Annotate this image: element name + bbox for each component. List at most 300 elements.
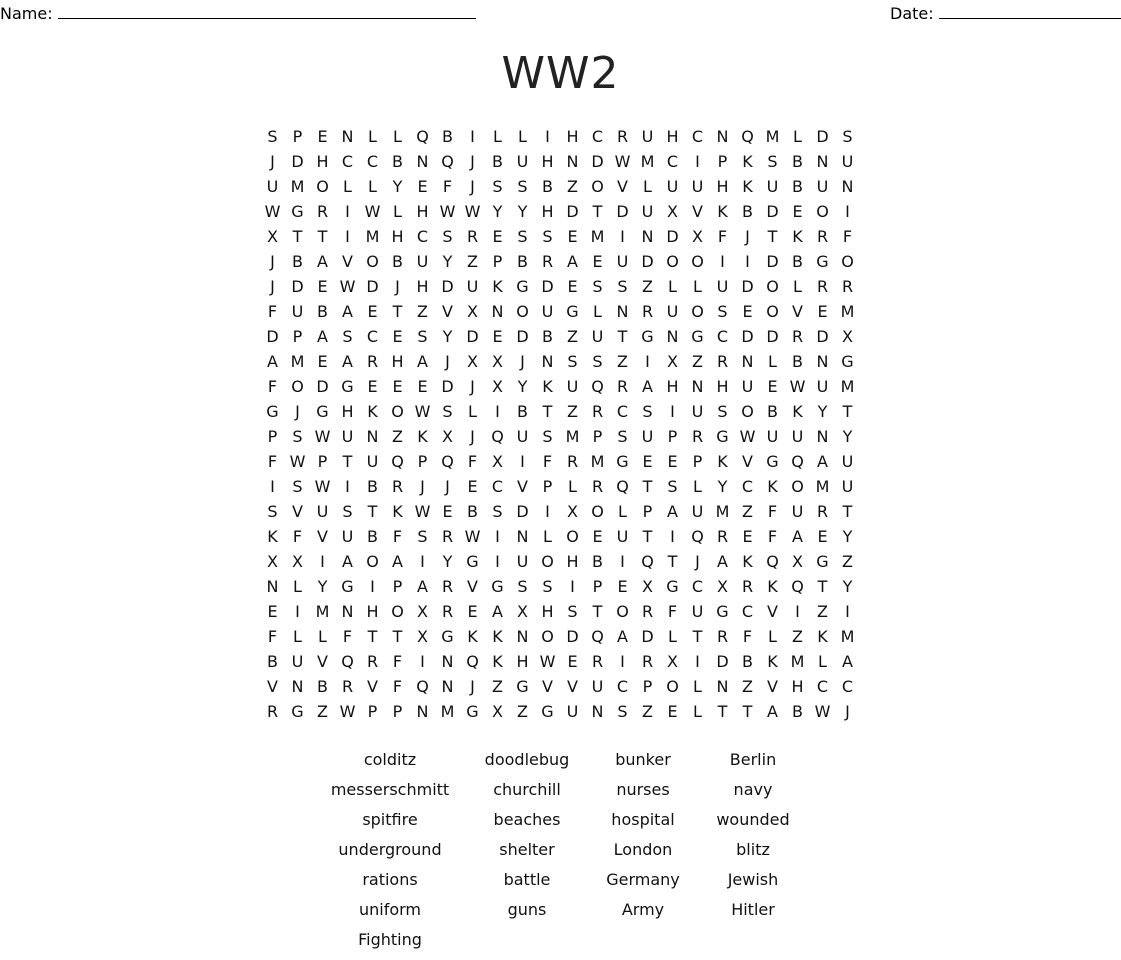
grid-letter[interactable]: V	[517, 477, 528, 496]
grid-letter[interactable]: B	[767, 402, 778, 421]
grid-letter[interactable]: U	[516, 427, 529, 446]
grid-letter[interactable]: T	[842, 402, 853, 421]
grid-letter[interactable]: E	[592, 252, 603, 271]
grid-letter[interactable]: K	[792, 227, 803, 246]
grid-letter[interactable]: A	[642, 377, 653, 396]
grid-letter[interactable]: N	[416, 152, 429, 171]
grid-letter[interactable]: A	[342, 352, 353, 371]
grid-letter[interactable]: Z	[517, 702, 528, 721]
grid-letter[interactable]: A	[667, 502, 678, 521]
grid-letter[interactable]: F	[267, 452, 278, 471]
grid-letter[interactable]: X	[517, 602, 528, 621]
grid-letter[interactable]: O	[691, 302, 704, 321]
grid-letter[interactable]: G	[291, 702, 304, 721]
grid-letter[interactable]: C	[841, 677, 854, 696]
grid-letter[interactable]: S	[767, 152, 778, 171]
grid-letter[interactable]: R	[616, 377, 629, 396]
grid-letter[interactable]: N	[616, 302, 629, 321]
grid-letter[interactable]: Z	[817, 602, 828, 621]
grid-letter[interactable]: V	[317, 527, 328, 546]
grid-letter[interactable]: X	[567, 502, 578, 521]
grid-letter[interactable]: M	[590, 227, 605, 246]
grid-letter[interactable]: L	[618, 502, 627, 521]
grid-letter[interactable]: E	[467, 602, 478, 621]
grid-letter[interactable]: D	[766, 202, 779, 221]
grid-letter[interactable]: Q	[466, 652, 479, 671]
grid-letter[interactable]: E	[642, 452, 653, 471]
grid-letter[interactable]: H	[516, 652, 529, 671]
grid-letter[interactable]: E	[317, 277, 328, 296]
grid-letter[interactable]: X	[667, 352, 678, 371]
grid-letter[interactable]: B	[792, 152, 803, 171]
grid-letter[interactable]: U	[616, 527, 629, 546]
grid-letter[interactable]: G	[841, 352, 854, 371]
grid-letter[interactable]: Y	[492, 202, 503, 221]
grid-letter[interactable]: M	[565, 427, 580, 446]
grid-letter[interactable]: A	[342, 302, 353, 321]
grid-letter[interactable]: S	[292, 477, 303, 496]
grid-letter[interactable]: Q	[416, 127, 429, 146]
grid-letter[interactable]: B	[317, 677, 328, 696]
grid-letter[interactable]: G	[716, 602, 729, 621]
grid-letter[interactable]: I	[345, 202, 350, 221]
grid-letter[interactable]: V	[467, 577, 478, 596]
grid-letter[interactable]: P	[592, 577, 603, 596]
grid-letter[interactable]: D	[541, 277, 554, 296]
grid-letter[interactable]: I	[795, 602, 800, 621]
grid-letter[interactable]: T	[317, 227, 328, 246]
grid-letter[interactable]: F	[767, 502, 778, 521]
grid-letter[interactable]: N	[541, 352, 554, 371]
grid-letter[interactable]: I	[645, 352, 650, 371]
grid-letter[interactable]: Q	[591, 377, 604, 396]
grid-letter[interactable]: D	[291, 277, 304, 296]
grid-letter[interactable]: M	[765, 127, 780, 146]
grid-letter[interactable]: W	[364, 202, 381, 221]
grid-letter[interactable]: R	[616, 127, 629, 146]
grid-letter[interactable]: T	[367, 502, 378, 521]
grid-letter[interactable]: Z	[642, 277, 653, 296]
grid-letter[interactable]: A	[567, 252, 578, 271]
grid-letter[interactable]: V	[342, 252, 353, 271]
grid-letter[interactable]: I	[620, 552, 625, 571]
grid-letter[interactable]: I	[695, 152, 700, 171]
grid-letter[interactable]: V	[367, 677, 378, 696]
grid-letter[interactable]: W	[314, 477, 331, 496]
grid-letter[interactable]: L	[693, 677, 702, 696]
grid-letter[interactable]: T	[692, 627, 703, 646]
grid-letter[interactable]: K	[542, 377, 553, 396]
grid-letter[interactable]: J	[695, 552, 700, 571]
grid-letter[interactable]: G	[266, 402, 279, 421]
grid-letter[interactable]: V	[267, 677, 278, 696]
grid-letter[interactable]: Q	[791, 577, 804, 596]
grid-letter[interactable]: F	[267, 302, 278, 321]
grid-letter[interactable]: N	[366, 427, 379, 446]
grid-letter[interactable]: A	[267, 352, 278, 371]
grid-letter[interactable]: X	[842, 327, 853, 346]
grid-letter[interactable]: U	[816, 177, 829, 196]
grid-letter[interactable]: T	[717, 702, 728, 721]
grid-letter[interactable]: R	[466, 227, 479, 246]
grid-letter[interactable]: X	[792, 552, 803, 571]
grid-letter[interactable]: J	[845, 702, 850, 721]
grid-letter[interactable]: K	[492, 277, 503, 296]
grid-letter[interactable]: K	[267, 527, 278, 546]
grid-letter[interactable]: M	[440, 702, 455, 721]
grid-letter[interactable]: Q	[691, 527, 704, 546]
grid-letter[interactable]: X	[467, 302, 478, 321]
grid-letter[interactable]: E	[367, 302, 378, 321]
grid-letter[interactable]: K	[367, 402, 378, 421]
grid-letter[interactable]: I	[495, 552, 500, 571]
grid-letter[interactable]: L	[368, 177, 377, 196]
grid-letter[interactable]: A	[417, 577, 428, 596]
grid-letter[interactable]: J	[470, 427, 475, 446]
grid-letter[interactable]: U	[766, 177, 779, 196]
grid-letter[interactable]: L	[768, 352, 777, 371]
grid-letter[interactable]: C	[491, 477, 504, 496]
grid-letter[interactable]: N	[591, 702, 604, 721]
grid-letter[interactable]: U	[691, 502, 704, 521]
grid-letter[interactable]: S	[292, 427, 303, 446]
grid-letter[interactable]: F	[392, 677, 403, 696]
grid-letter[interactable]: J	[295, 402, 300, 421]
grid-letter[interactable]: X	[417, 602, 428, 621]
grid-letter[interactable]: F	[267, 377, 278, 396]
grid-letter[interactable]: Y	[517, 202, 528, 221]
grid-letter[interactable]: H	[416, 277, 429, 296]
grid-letter[interactable]: Q	[641, 552, 654, 571]
grid-letter[interactable]: C	[341, 152, 354, 171]
grid-letter[interactable]: W	[414, 502, 431, 521]
grid-letter[interactable]: I	[845, 202, 850, 221]
grid-letter[interactable]: R	[591, 402, 604, 421]
grid-letter[interactable]: Q	[741, 127, 754, 146]
grid-letter[interactable]: O	[816, 202, 829, 221]
grid-letter[interactable]: D	[591, 152, 604, 171]
grid-letter[interactable]: R	[716, 627, 729, 646]
grid-letter[interactable]: T	[842, 502, 853, 521]
grid-letter[interactable]: N	[291, 677, 304, 696]
grid-letter[interactable]: C	[741, 602, 754, 621]
grid-letter[interactable]: K	[767, 652, 778, 671]
grid-letter[interactable]: B	[742, 202, 753, 221]
grid-letter[interactable]: S	[492, 177, 503, 196]
grid-letter[interactable]: N	[566, 152, 579, 171]
grid-letter[interactable]: M	[790, 652, 805, 671]
grid-letter[interactable]: S	[567, 602, 578, 621]
grid-letter[interactable]: N	[841, 177, 854, 196]
grid-letter[interactable]: P	[317, 452, 328, 471]
grid-letter[interactable]: Y	[317, 577, 328, 596]
grid-letter[interactable]: W	[614, 152, 631, 171]
grid-letter[interactable]: D	[816, 327, 829, 346]
grid-letter[interactable]: K	[492, 652, 503, 671]
grid-letter[interactable]: G	[766, 452, 779, 471]
grid-letter[interactable]: G	[666, 577, 679, 596]
grid-letter[interactable]: P	[292, 327, 303, 346]
grid-letter[interactable]: U	[816, 377, 829, 396]
grid-letter[interactable]: D	[641, 627, 654, 646]
grid-letter[interactable]: L	[318, 627, 327, 646]
grid-letter[interactable]: V	[317, 652, 328, 671]
grid-letter[interactable]: C	[816, 677, 829, 696]
grid-letter[interactable]: B	[517, 402, 528, 421]
grid-letter[interactable]: P	[367, 702, 378, 721]
grid-letter[interactable]: B	[517, 252, 528, 271]
grid-letter[interactable]: K	[742, 177, 753, 196]
grid-letter[interactable]: J	[520, 352, 525, 371]
grid-letter[interactable]: P	[267, 427, 278, 446]
grid-letter[interactable]: V	[617, 177, 628, 196]
grid-letter[interactable]: H	[716, 377, 729, 396]
grid-letter[interactable]: O	[516, 302, 529, 321]
grid-letter[interactable]: S	[442, 402, 453, 421]
grid-letter[interactable]: S	[442, 227, 453, 246]
grid-letter[interactable]: M	[640, 152, 655, 171]
grid-letter[interactable]: D	[566, 202, 579, 221]
grid-letter[interactable]: E	[667, 452, 678, 471]
grid-letter[interactable]: N	[816, 152, 829, 171]
grid-letter[interactable]: U	[641, 127, 654, 146]
grid-letter[interactable]: R	[816, 502, 829, 521]
grid-letter[interactable]: L	[293, 627, 302, 646]
grid-letter[interactable]: R	[566, 452, 579, 471]
grid-letter[interactable]: O	[541, 552, 554, 571]
grid-letter[interactable]: N	[716, 127, 729, 146]
grid-letter[interactable]: N	[816, 352, 829, 371]
date-blank-line[interactable]	[939, 4, 1121, 19]
grid-letter[interactable]: V	[442, 302, 453, 321]
grid-letter[interactable]: J	[470, 152, 475, 171]
grid-letter[interactable]: X	[442, 427, 453, 446]
grid-letter[interactable]: M	[815, 477, 830, 496]
grid-letter[interactable]: K	[717, 202, 728, 221]
grid-letter[interactable]: I	[520, 452, 525, 471]
grid-letter[interactable]: N	[666, 327, 679, 346]
grid-letter[interactable]: A	[392, 552, 403, 571]
grid-letter[interactable]: E	[417, 177, 428, 196]
grid-letter[interactable]: B	[542, 327, 553, 346]
grid-letter[interactable]: O	[541, 627, 554, 646]
grid-letter[interactable]: U	[341, 527, 354, 546]
grid-letter[interactable]: M	[590, 452, 605, 471]
grid-letter[interactable]: U	[416, 252, 429, 271]
grid-letter[interactable]: U	[591, 677, 604, 696]
grid-letter[interactable]: E	[767, 377, 778, 396]
grid-letter[interactable]: X	[667, 652, 678, 671]
grid-letter[interactable]: L	[543, 527, 552, 546]
grid-letter[interactable]: I	[495, 527, 500, 546]
grid-letter[interactable]: W	[789, 377, 806, 396]
grid-letter[interactable]: K	[392, 502, 403, 521]
grid-letter[interactable]: O	[666, 252, 679, 271]
grid-letter[interactable]: X	[717, 577, 728, 596]
grid-letter[interactable]: U	[316, 502, 329, 521]
grid-letter[interactable]: R	[741, 577, 754, 596]
grid-letter[interactable]: D	[566, 627, 579, 646]
grid-letter[interactable]: T	[642, 527, 653, 546]
grid-letter[interactable]: U	[841, 452, 854, 471]
grid-letter[interactable]: L	[668, 277, 677, 296]
grid-letter[interactable]: Z	[317, 702, 328, 721]
grid-letter[interactable]: M	[715, 502, 730, 521]
grid-letter[interactable]: T	[642, 477, 653, 496]
grid-letter[interactable]: D	[741, 277, 754, 296]
grid-letter[interactable]: P	[667, 427, 678, 446]
grid-letter[interactable]: B	[367, 477, 378, 496]
grid-letter[interactable]: L	[493, 127, 502, 146]
grid-letter[interactable]: R	[591, 477, 604, 496]
grid-letter[interactable]: X	[267, 552, 278, 571]
grid-letter[interactable]: U	[541, 302, 554, 321]
grid-letter[interactable]: S	[617, 702, 628, 721]
grid-letter[interactable]: I	[370, 577, 375, 596]
grid-letter[interactable]: Z	[567, 177, 578, 196]
grid-letter[interactable]: W	[414, 402, 431, 421]
grid-letter[interactable]: G	[691, 327, 704, 346]
grid-letter[interactable]: N	[516, 527, 529, 546]
grid-letter[interactable]: U	[616, 252, 629, 271]
grid-letter[interactable]: C	[366, 327, 379, 346]
grid-letter[interactable]: G	[316, 402, 329, 421]
grid-letter[interactable]: B	[392, 152, 403, 171]
grid-letter[interactable]: U	[291, 652, 304, 671]
grid-letter[interactable]: X	[492, 352, 503, 371]
grid-letter[interactable]: D	[316, 377, 329, 396]
grid-letter[interactable]: E	[592, 527, 603, 546]
grid-letter[interactable]: E	[417, 377, 428, 396]
grid-letter[interactable]: J	[270, 277, 275, 296]
grid-letter[interactable]: F	[842, 227, 853, 246]
grid-letter[interactable]: B	[792, 702, 803, 721]
grid-letter[interactable]: Z	[417, 302, 428, 321]
grid-letter[interactable]: E	[567, 277, 578, 296]
grid-letter[interactable]: L	[593, 302, 602, 321]
grid-letter[interactable]: N	[491, 302, 504, 321]
grid-letter[interactable]: A	[817, 452, 828, 471]
grid-letter[interactable]: Y	[842, 527, 853, 546]
grid-letter[interactable]: E	[467, 477, 478, 496]
grid-letter[interactable]: U	[741, 377, 754, 396]
grid-letter[interactable]: O	[366, 552, 379, 571]
grid-letter[interactable]: Q	[341, 652, 354, 671]
grid-letter[interactable]: S	[592, 277, 603, 296]
grid-letter[interactable]: V	[767, 677, 778, 696]
grid-letter[interactable]: Y	[442, 552, 453, 571]
grid-letter[interactable]: I	[495, 402, 500, 421]
grid-letter[interactable]: B	[292, 252, 303, 271]
grid-letter[interactable]: D	[766, 252, 779, 271]
grid-letter[interactable]: T	[342, 452, 353, 471]
grid-letter[interactable]: A	[792, 527, 803, 546]
grid-letter[interactable]: J	[420, 477, 425, 496]
grid-letter[interactable]: F	[442, 177, 453, 196]
grid-letter[interactable]: C	[716, 327, 729, 346]
grid-letter[interactable]: D	[516, 502, 529, 521]
grid-letter[interactable]: D	[366, 277, 379, 296]
grid-letter[interactable]: W	[439, 202, 456, 221]
grid-letter[interactable]: E	[567, 227, 578, 246]
grid-letter[interactable]: T	[767, 227, 778, 246]
grid-letter[interactable]: A	[842, 652, 853, 671]
grid-letter[interactable]: S	[267, 502, 278, 521]
grid-letter[interactable]: B	[442, 127, 453, 146]
grid-letter[interactable]: G	[341, 377, 354, 396]
grid-letter[interactable]: Z	[792, 627, 803, 646]
grid-letter[interactable]: J	[470, 377, 475, 396]
grid-letter[interactable]: N	[416, 702, 429, 721]
grid-letter[interactable]: K	[792, 402, 803, 421]
grid-letter[interactable]: H	[541, 152, 554, 171]
grid-letter[interactable]: L	[693, 277, 702, 296]
grid-letter[interactable]: L	[793, 127, 802, 146]
grid-letter[interactable]: T	[817, 577, 828, 596]
grid-letter[interactable]: U	[641, 427, 654, 446]
grid-letter[interactable]: F	[717, 227, 728, 246]
grid-letter[interactable]: S	[642, 402, 653, 421]
grid-letter[interactable]: K	[717, 452, 728, 471]
grid-letter[interactable]: S	[717, 302, 728, 321]
grid-letter[interactable]: T	[542, 402, 553, 421]
grid-letter[interactable]: B	[367, 527, 378, 546]
grid-letter[interactable]: S	[267, 127, 278, 146]
grid-letter[interactable]: P	[417, 452, 428, 471]
grid-letter[interactable]: E	[742, 527, 753, 546]
grid-letter[interactable]: B	[792, 177, 803, 196]
grid-letter[interactable]: L	[768, 627, 777, 646]
grid-letter[interactable]: V	[767, 602, 778, 621]
grid-letter[interactable]: F	[467, 452, 478, 471]
grid-letter[interactable]: Y	[842, 577, 853, 596]
grid-letter[interactable]: H	[541, 602, 554, 621]
grid-letter[interactable]: O	[691, 252, 704, 271]
grid-letter[interactable]: B	[592, 552, 603, 571]
grid-letter[interactable]: I	[845, 602, 850, 621]
grid-letter[interactable]: R	[441, 527, 454, 546]
grid-letter[interactable]: I	[670, 527, 675, 546]
grid-letter[interactable]: U	[666, 177, 679, 196]
grid-letter[interactable]: L	[818, 652, 827, 671]
grid-letter[interactable]: I	[270, 477, 275, 496]
grid-letter[interactable]: Z	[567, 402, 578, 421]
grid-letter[interactable]: S	[542, 577, 553, 596]
grid-letter[interactable]: X	[417, 627, 428, 646]
grid-letter[interactable]: W	[264, 202, 281, 221]
grid-letter[interactable]: W	[814, 702, 831, 721]
grid-letter[interactable]: Y	[517, 377, 528, 396]
grid-letter[interactable]: N	[441, 652, 454, 671]
grid-letter[interactable]: C	[691, 577, 704, 596]
grid-letter[interactable]: R	[841, 277, 854, 296]
grid-letter[interactable]: W	[289, 452, 306, 471]
grid-letter[interactable]: L	[393, 127, 402, 146]
grid-letter[interactable]: O	[391, 602, 404, 621]
grid-letter[interactable]: L	[393, 202, 402, 221]
grid-letter[interactable]: N	[716, 677, 729, 696]
grid-letter[interactable]: N	[816, 427, 829, 446]
grid-letter[interactable]: W	[339, 702, 356, 721]
grid-letter[interactable]: E	[442, 502, 453, 521]
grid-letter[interactable]: E	[317, 127, 328, 146]
grid-letter[interactable]: E	[667, 702, 678, 721]
grid-letter[interactable]: K	[742, 552, 753, 571]
grid-letter[interactable]: K	[492, 627, 503, 646]
grid-letter[interactable]: R	[366, 352, 379, 371]
grid-letter[interactable]: P	[592, 427, 603, 446]
grid-letter[interactable]: R	[816, 277, 829, 296]
